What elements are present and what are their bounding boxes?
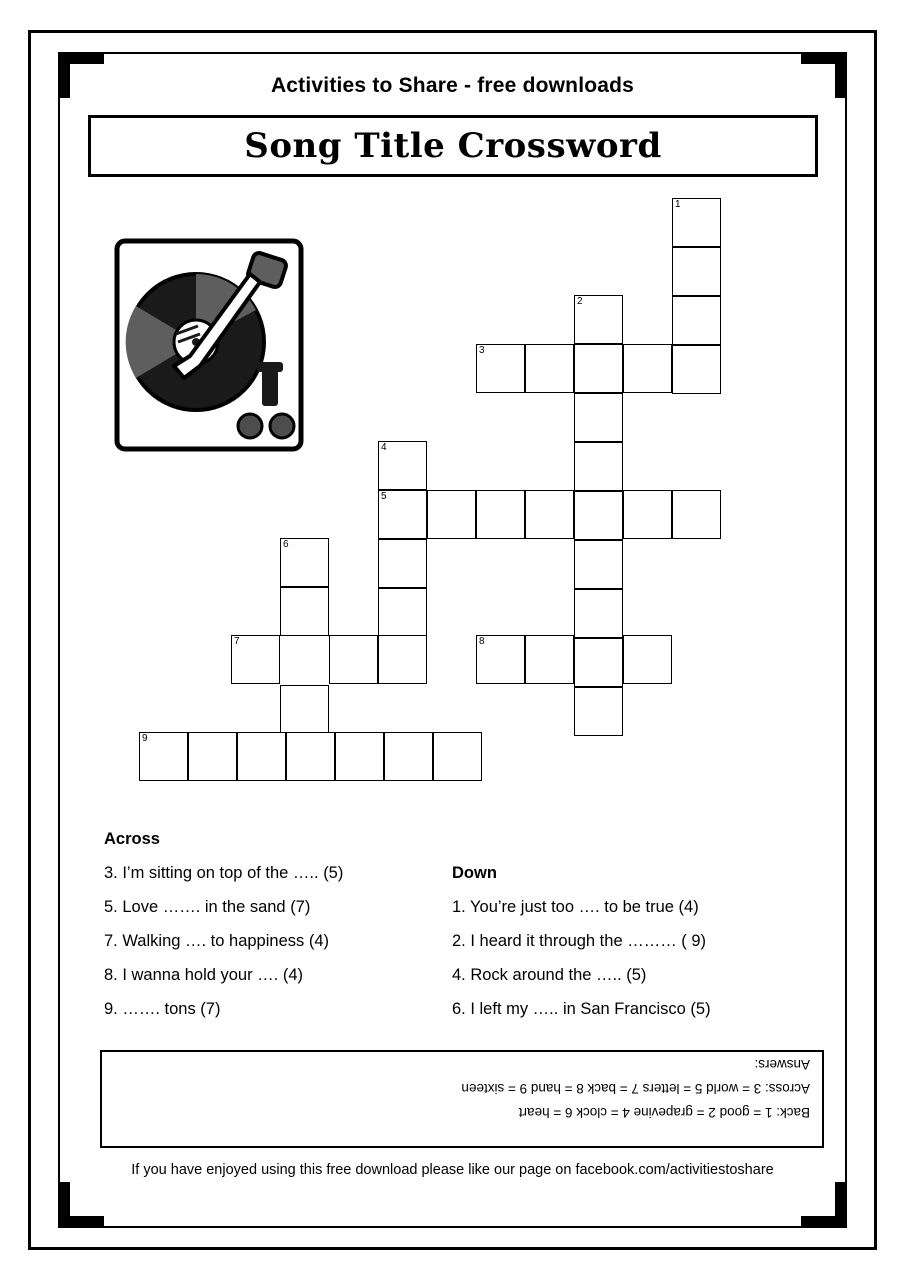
- clue-down-6: 6. I left my ….. in San Francisco (5): [452, 1000, 711, 1018]
- page-title: Song Title Crossword: [244, 126, 662, 166]
- crossword-cell[interactable]: [574, 638, 623, 687]
- crossword-cell[interactable]: [384, 732, 433, 781]
- clue-across-7: 7. Walking …. to happiness (4): [104, 932, 329, 950]
- crossword-cell[interactable]: [574, 344, 623, 393]
- crossword-cell-number: 5: [381, 491, 387, 502]
- crossword-cell[interactable]: [433, 732, 482, 781]
- crossword-cell[interactable]: [378, 490, 427, 539]
- crossword-cell[interactable]: [574, 491, 623, 540]
- crossword-cell[interactable]: [188, 732, 237, 781]
- crossword-cell[interactable]: [378, 539, 427, 588]
- across-heading: Across: [104, 830, 160, 848]
- crossword-cell[interactable]: [476, 344, 525, 393]
- crossword-cell[interactable]: [139, 732, 188, 781]
- crossword-cell[interactable]: [574, 295, 623, 344]
- clue-down-1: 1. You’re just too …. to be true (4): [452, 898, 699, 916]
- crossword-cell[interactable]: [672, 198, 721, 247]
- crossword-cell[interactable]: [672, 296, 721, 345]
- crossword-cell[interactable]: [525, 635, 574, 684]
- crossword-cell[interactable]: [378, 635, 427, 684]
- crossword-cell[interactable]: [286, 732, 335, 781]
- crossword-cell[interactable]: [525, 344, 574, 393]
- crossword-cell[interactable]: [280, 538, 329, 587]
- crossword-cell[interactable]: [525, 490, 574, 539]
- crossword-cell[interactable]: [378, 588, 427, 637]
- clue-across-5: 5. Love ……. in the sand (7): [104, 898, 311, 916]
- crossword-cell[interactable]: [672, 345, 721, 394]
- footer-note: If you have enjoyed using this free download please like our page on facebook.com/activitiestoshare: [131, 1162, 774, 1178]
- crossword-cell[interactable]: [623, 635, 672, 684]
- down-clues: [452, 856, 822, 1026]
- down-heading: Down: [452, 864, 497, 882]
- crossword-cell[interactable]: [476, 490, 525, 539]
- clue-down-4: 4. Rock around the ….. (5): [452, 966, 647, 984]
- crossword-cell[interactable]: [623, 490, 672, 539]
- corner-ornament-bottom-right: [801, 1182, 847, 1228]
- crossword-cell[interactable]: [280, 587, 329, 636]
- crossword-cell-number: 6: [283, 539, 289, 550]
- crossword-cell[interactable]: [574, 393, 623, 442]
- crossword-cell-number: 4: [381, 442, 387, 453]
- across-clues: [104, 822, 464, 1026]
- crossword-cell[interactable]: [574, 589, 623, 638]
- answers-box: [100, 1050, 824, 1148]
- crossword-cell[interactable]: [476, 635, 525, 684]
- site-title: Activities to Share - free downloads: [270, 74, 635, 97]
- crossword-cell[interactable]: [574, 442, 623, 491]
- crossword-cell[interactable]: [231, 635, 280, 684]
- clue-down-2: 2. I heard it through the ……… ( 9): [452, 932, 707, 950]
- crossword-cell[interactable]: [574, 687, 623, 736]
- crossword-cell[interactable]: [672, 247, 721, 296]
- answers-label: Answers:: [754, 1057, 810, 1072]
- crossword-cell-number: 1: [675, 199, 681, 210]
- crossword-cell-number: 2: [577, 296, 583, 307]
- clue-across-8: 8. I wanna hold your …. (4): [104, 966, 304, 984]
- answers-inverted-text: [102, 1052, 822, 1132]
- crossword-cell[interactable]: [378, 441, 427, 490]
- crossword-cell-number: 9: [142, 733, 148, 744]
- answers-down-line: Back: 1 = good 2 = grapevine 4 = clock 6 = heart: [518, 1105, 810, 1120]
- crossword-cell[interactable]: [335, 732, 384, 781]
- crossword-cell[interactable]: [237, 732, 286, 781]
- crossword-cell[interactable]: [329, 635, 378, 684]
- crossword-cell-number: 3: [479, 345, 485, 356]
- crossword-cell[interactable]: [574, 540, 623, 589]
- crossword-cell-number: 8: [479, 636, 485, 647]
- crossword-cell[interactable]: [280, 685, 329, 734]
- clue-across-9: 9. ……. tons (7): [104, 1000, 221, 1018]
- crossword-cell-number: 7: [234, 636, 240, 647]
- clue-across-3: 3. I’m sitting on top of the ….. (5): [104, 864, 344, 882]
- crossword-cell[interactable]: [672, 490, 721, 539]
- crossword-cell[interactable]: [427, 490, 476, 539]
- answers-across-line: Across: 3 = world 5 = letters 7 = back 8 = hand 9 = sixteen: [461, 1081, 810, 1096]
- corner-ornament-bottom-left: [58, 1182, 104, 1228]
- crossword-cell[interactable]: [623, 344, 672, 393]
